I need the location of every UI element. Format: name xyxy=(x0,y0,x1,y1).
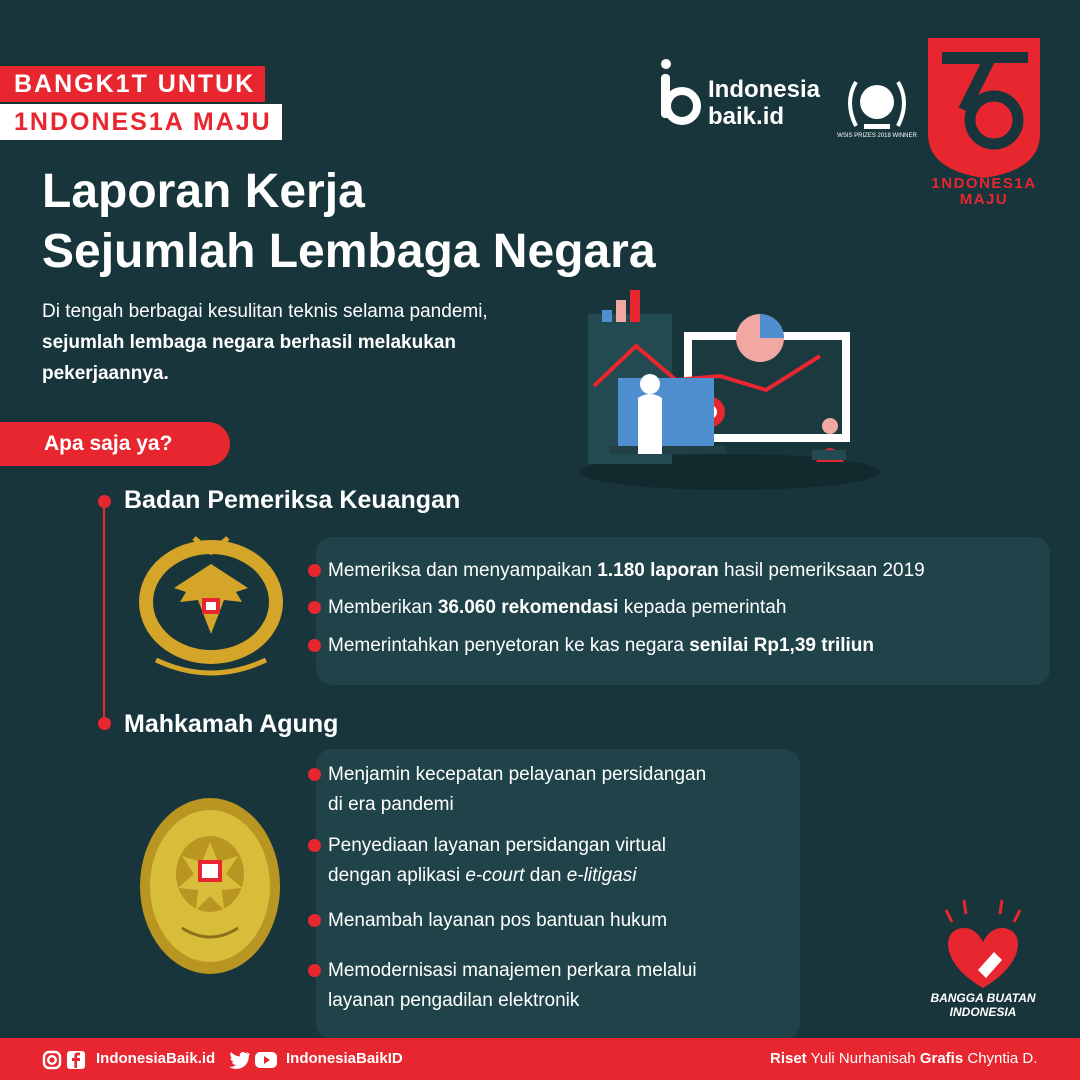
bangga-line1: BANGGA BUATAN xyxy=(930,991,1036,1005)
title-line2: Sejumlah Lembaga Negara xyxy=(42,225,656,278)
bpk-b2-pre: Memberikan xyxy=(328,597,438,618)
bpk-b3-pre: Memerintahkan penyetoran ke kas negara xyxy=(328,635,690,656)
ma-b1-line1: Menjamin kecepatan pelayanan persidangan xyxy=(328,764,707,785)
ma-b4-line2: layanan pengadilan elektronik xyxy=(328,990,580,1011)
banner-line2: 1NDONES1A MAJU xyxy=(0,104,282,140)
section-heading-ma: Mahkamah Agung xyxy=(124,710,339,738)
bpk-b1-bold: 1.180 laporan xyxy=(597,560,719,581)
credit-grafis-name: Chyntia D. xyxy=(963,1050,1038,1067)
bullet-dot xyxy=(308,601,321,614)
twitter-icon[interactable] xyxy=(228,1050,250,1070)
ma-b2-line2 xyxy=(328,861,666,891)
bullet-dot xyxy=(308,914,321,927)
bpk-bullet-3 xyxy=(328,631,874,661)
indonesiabaik-logo-icon xyxy=(656,58,704,130)
credit-grafis-label: Grafis xyxy=(919,1050,964,1067)
bpk-emblem-icon xyxy=(136,530,286,682)
timeline-dot-2 xyxy=(98,717,111,730)
banner-line1: BANGK1T UNTUK xyxy=(0,66,265,102)
footer-credits xyxy=(770,1038,1036,1080)
ma-b1-line2: di era pandemi xyxy=(328,794,454,815)
ma-b2-ecourt: e-court xyxy=(465,865,525,886)
footer-social-1[interactable]: IndonesiaBaik.id xyxy=(96,1050,216,1067)
bpk-b3-bold: senilai Rp1,39 triliun xyxy=(689,635,874,656)
intro-bold: sejumlah lembaga negara berhasil melakukan pekerjaannya. xyxy=(42,332,456,384)
bpk-bullet-2 xyxy=(328,593,786,623)
bangga-buatan-indonesia-logo-icon xyxy=(918,898,1048,1020)
intro-text xyxy=(42,296,512,389)
bangga-line2: INDONESIA xyxy=(949,1005,1017,1019)
indonesia-maju-line1: 1NDONES1A xyxy=(931,175,1037,192)
ma-b2-elitigasi: e-litigasi xyxy=(566,865,637,886)
title-line1: Laporan Kerja xyxy=(42,165,365,218)
wsis-caption: WSIS PRIZES 2018 WINNER xyxy=(837,133,917,139)
instagram-icon[interactable] xyxy=(42,1050,62,1070)
bpk-b1-post: hasil pemeriksaan 2019 xyxy=(718,560,925,581)
question-badge: Apa saja ya? xyxy=(0,422,230,466)
ma-bullet-1 xyxy=(328,760,706,820)
ma-bullet-4 xyxy=(328,956,697,1016)
indonesia-maju-label xyxy=(924,176,1044,208)
bullet-dot xyxy=(308,564,321,577)
ma-b2-l2-mid: dan xyxy=(524,865,567,886)
mahkamah-agung-seal-icon xyxy=(138,796,282,976)
bullet-dot xyxy=(308,639,321,652)
bullet-dot xyxy=(308,839,321,852)
facebook-icon[interactable] xyxy=(66,1050,86,1070)
brand-line2: baik.id xyxy=(708,103,785,130)
credit-riset-name: Yuli Nurhanisah xyxy=(806,1050,920,1067)
timeline-line xyxy=(103,500,105,722)
ma-bullet-2 xyxy=(328,831,666,891)
bpk-b1-pre: Memeriksa dan menyampaikan xyxy=(328,560,598,581)
bpk-b2-bold: 36.060 rekomendasi xyxy=(437,597,619,618)
bpk-b2-post: kepada pemerintah xyxy=(618,597,787,618)
brand-name xyxy=(708,76,820,130)
ma-b2-line1: Penyediaan layanan persidangan virtual xyxy=(328,835,667,856)
ma-b3: Menambah layanan pos bantuan hukum xyxy=(328,910,668,931)
work-report-illustration xyxy=(580,286,880,492)
brand-line1: Indonesia xyxy=(708,76,821,103)
section-heading-bpk: Badan Pemeriksa Keuangan xyxy=(124,486,461,514)
timeline-dot-1 xyxy=(98,495,111,508)
indonesia-75-emblem-icon xyxy=(928,38,1040,178)
credit-riset-label: Riset xyxy=(770,1050,807,1067)
wsis-laurel-icon xyxy=(837,72,917,139)
indonesia-maju-line2: MAJU xyxy=(959,191,1009,208)
youtube-icon[interactable] xyxy=(254,1050,278,1070)
bullet-dot xyxy=(308,964,321,977)
bullet-dot xyxy=(308,768,321,781)
ma-b2-l2-pre: dengan aplikasi xyxy=(328,865,466,886)
footer-social-2[interactable]: IndonesiaBaikID xyxy=(286,1050,403,1067)
page-title xyxy=(42,162,656,282)
intro-regular: Di tengah berbagai kesulitan teknis selama pandemi, xyxy=(42,301,488,322)
ma-bullet-3 xyxy=(328,906,667,936)
bpk-bullet-1 xyxy=(328,556,925,586)
ma-b4-line1: Memodernisasi manajemen perkara melalui xyxy=(328,960,697,981)
